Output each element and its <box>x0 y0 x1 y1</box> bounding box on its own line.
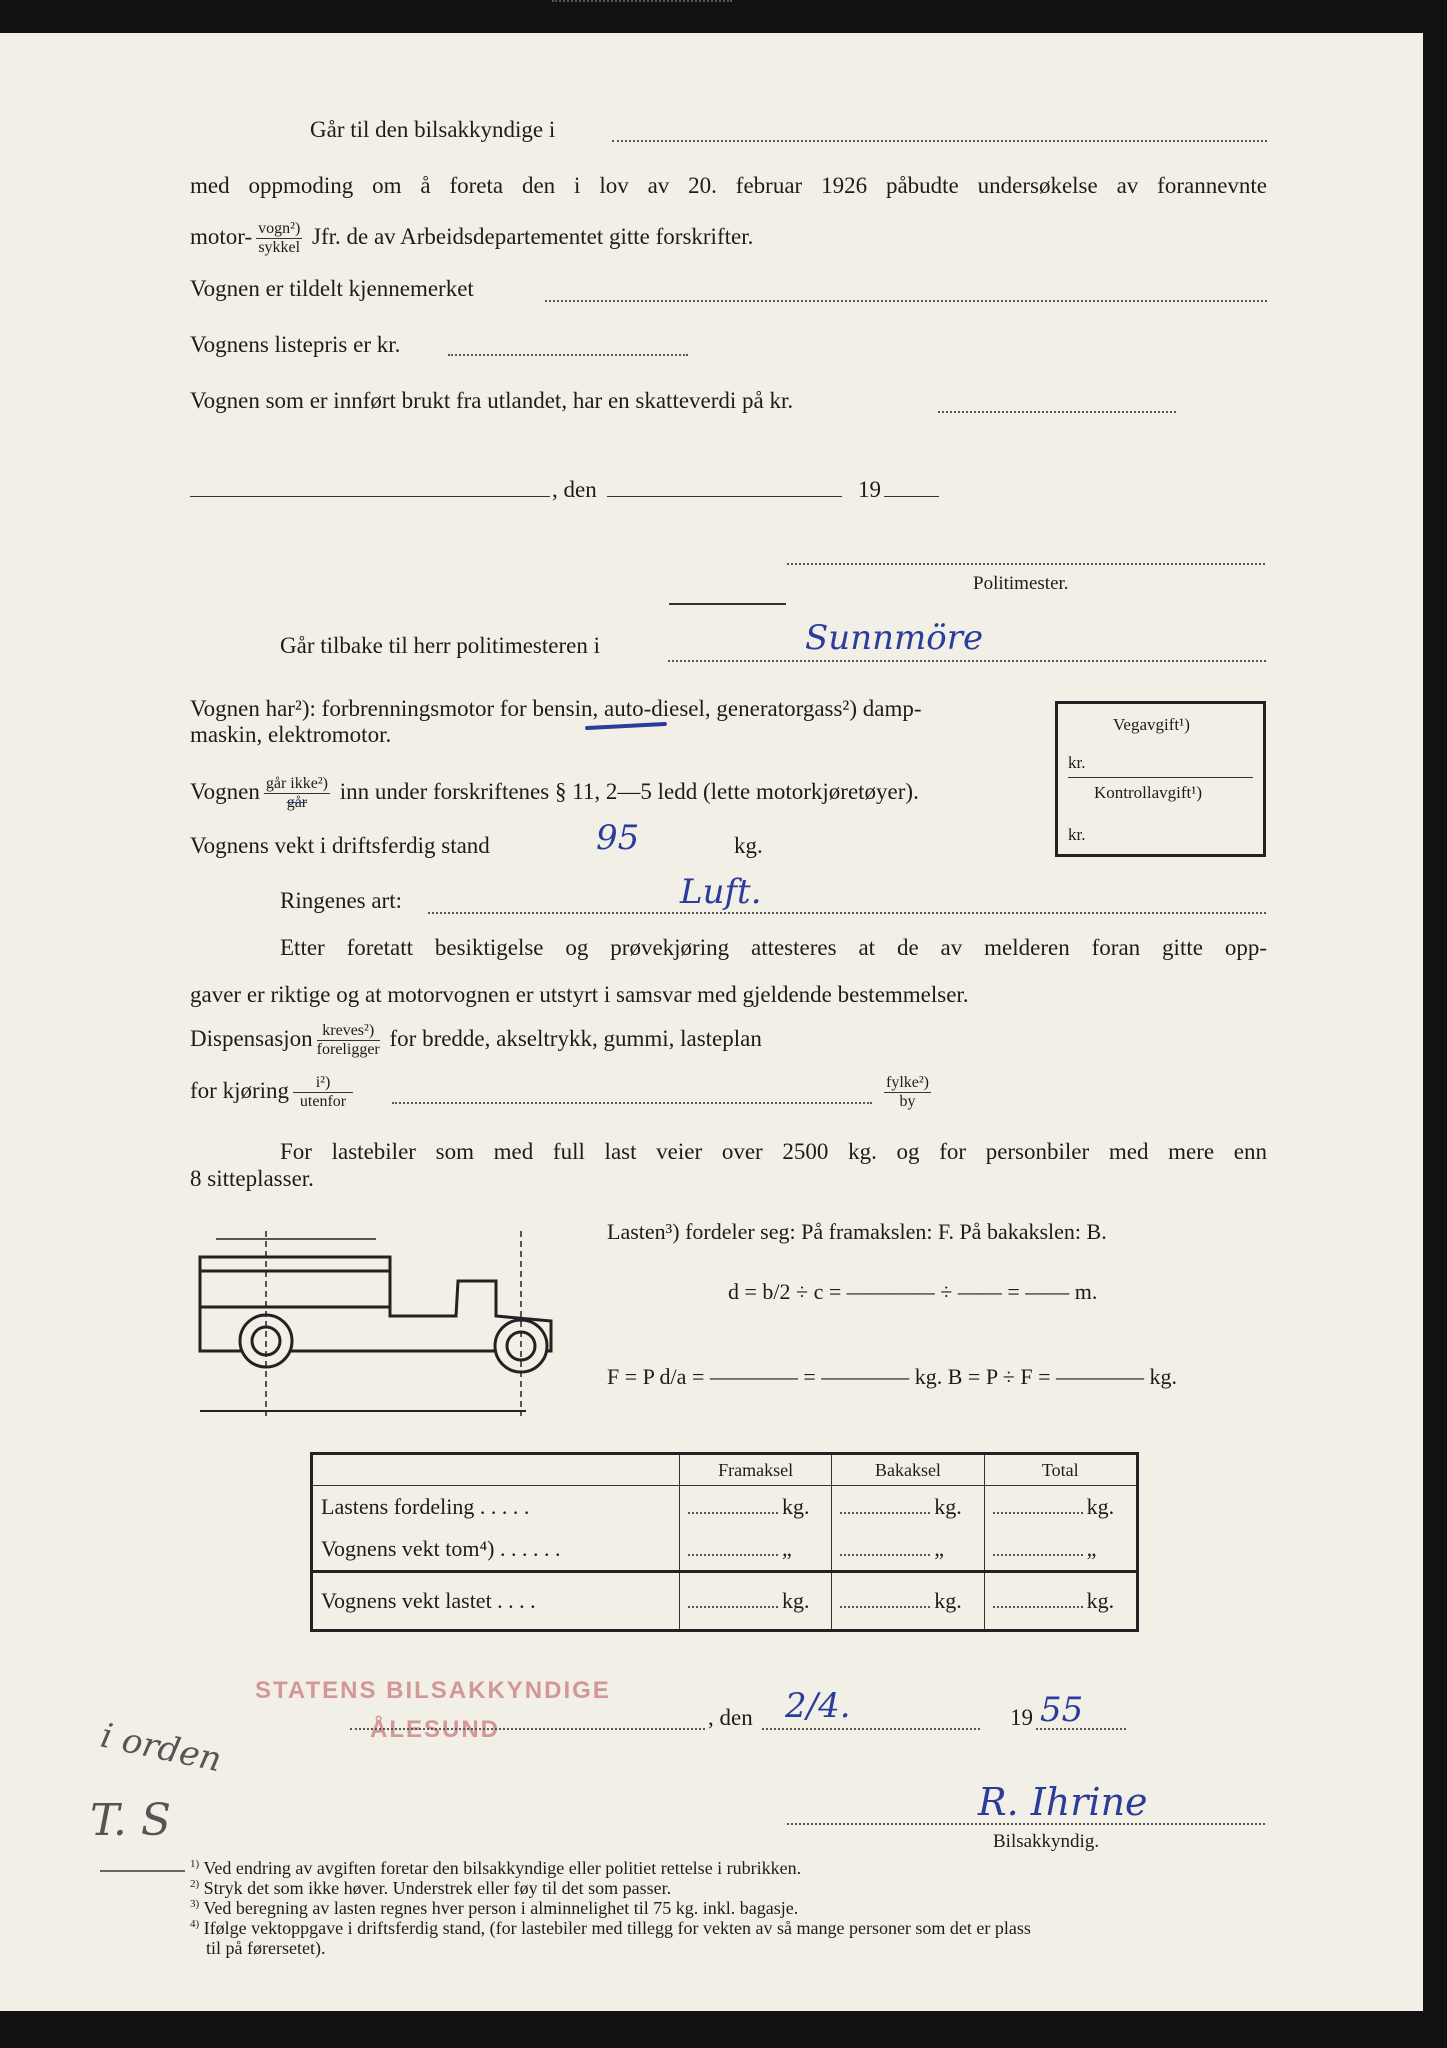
gaar-den: går <box>286 794 308 812</box>
vekt-label: Vognens vekt i driftsferdig stand <box>190 833 490 858</box>
kjennemerke-field <box>545 300 1267 302</box>
politimester-signature-field <box>787 563 1265 565</box>
bilsakkyndig-signature: R. Ihrine <box>978 1780 1148 1824</box>
motor-type-line1: Vognen har²): forbrenningsmotor for bensin, auto-diesel, generatorgass²) damp- <box>190 696 922 721</box>
vegavgift-kr: kr. <box>1068 753 1086 772</box>
table-row <box>312 1528 1138 1572</box>
footnote-1: $^{1)}$ Ved endring av avgiften foretar den bilsakkyndige eller politiet rettelse i rubrikken. <box>190 1858 802 1878</box>
disp-den: foreligger <box>316 1041 380 1059</box>
place-field <box>190 496 550 497</box>
footnote-2: $^{2)}$ Stryk det som ikke høver. Understrek eller føy til det som passer. <box>190 1878 672 1898</box>
footnote-4-cont: til på førersetet). <box>206 1938 326 1958</box>
motor-prefix: motor- <box>190 224 253 250</box>
tilbake-label: Går tilbake til herr politimesteren i <box>280 633 600 658</box>
place-signature-field <box>350 1728 705 1730</box>
cell: „ <box>832 1528 984 1572</box>
attest-line1: Etter foretatt besiktigelse og prøvekjøring attesteres at de av melderen foran gitte opp- <box>280 935 1267 960</box>
request-text: med oppmoding om å foreta den i lov av 20. februar 1926 påbudte undersøkelse av forannevnte <box>190 173 1267 198</box>
kjoring-num: i²) <box>293 1074 353 1093</box>
divider <box>669 603 786 605</box>
disp-prefix: Dispensasjon <box>190 1026 313 1052</box>
den-label: , den <box>552 477 597 502</box>
bilsakkyndig-label: Bilsakkyndig. <box>993 1831 1100 1852</box>
motor-den: sykkel <box>258 239 301 257</box>
fylke-fraction <box>884 1074 931 1112</box>
truck-diagram-icon <box>196 1221 562 1424</box>
motor-type-line2: maskin, elektromotor. <box>190 722 392 747</box>
motor-suffix: Jfr. de av Arbeidsdepartementet gitte forskrifter. <box>312 224 754 250</box>
vekt-field <box>552 0 732 2</box>
cell: kg. <box>984 1486 1137 1529</box>
pencil-stroke <box>100 1870 185 1872</box>
fylke-num: fylke²) <box>884 1074 931 1093</box>
vekt-unit: kg. <box>734 833 763 858</box>
kjoring-den: utenfor <box>299 1093 347 1111</box>
kontrollavgift-label: Kontrollavgift¹) <box>1094 783 1203 802</box>
kjoring-fraction <box>293 1074 353 1112</box>
fylke-frac-wrap <box>880 1074 935 1112</box>
politimester-label: Politimester. <box>973 573 1069 594</box>
dispensasjon-line <box>190 1022 762 1060</box>
lastebil-line2: 8 sitteplasser. <box>190 1166 314 1191</box>
disp-fraction <box>317 1022 380 1060</box>
line1-label: Går til den bilsakkyndige i <box>310 117 556 142</box>
ringer-label: Ringenes art: <box>280 888 402 913</box>
tilbake-field <box>668 660 1266 662</box>
sig-date-value: 2/4. <box>785 1686 851 1726</box>
sig-date-field <box>762 1728 980 1730</box>
cell: kg. <box>680 1572 832 1631</box>
gaar-num: går ikke²) <box>264 775 330 794</box>
table-row <box>312 1572 1138 1631</box>
stamp-line1: STATENS BILSAKKYNDIGE <box>255 1677 611 1704</box>
header-framaksel: Framaksel <box>680 1454 832 1486</box>
attest-line2: gaver er riktige og at motorvognen er utstyrt i samsvar med gjeldende bestemmelser. <box>190 982 969 1007</box>
sig-year-prefix: 19 <box>1010 1705 1033 1730</box>
gaar-prefix: Vognen <box>190 779 260 805</box>
row-label: Vognens vekt tom⁴) . . . . . . <box>321 1536 561 1561</box>
avgift-box <box>1055 701 1266 857</box>
formula-f: F = P d/a = ———— = ———— kg. B = P ÷ F = ———— kg. <box>607 1364 1177 1389</box>
table-row <box>312 1486 1138 1529</box>
footnote-4: $^{4)}$ Ifølge vektoppgave i driftsferdig stand, (for lastebiler med tillegg for vekten av så mange personer som det er plass <box>190 1918 1031 1938</box>
bilsakkyndige-field <box>612 140 1267 142</box>
motor-fraction <box>256 220 302 258</box>
cell: kg. <box>832 1486 984 1529</box>
year-field <box>884 496 939 497</box>
cell: kg. <box>984 1572 1137 1631</box>
ringer-value: Luft. <box>680 872 762 912</box>
listepris-label: Vognens listepris er kr. <box>190 332 401 357</box>
date-field <box>607 496 842 497</box>
row-label: Vognens vekt lastet . . . . <box>321 1588 536 1613</box>
margin-note-1: i orden <box>97 1715 226 1781</box>
kjennemerke-label: Vognen er tildelt kjennemerket <box>190 276 474 301</box>
vekt-value: 95 <box>596 818 640 858</box>
cell: kg. <box>680 1486 832 1529</box>
kontrollavgift-kr: kr. <box>1068 825 1086 844</box>
disp-num: kreves²) <box>317 1022 380 1041</box>
vegavgift-label: Vegavgift¹) <box>1113 715 1190 734</box>
row-label: Lastens fordeling . . . . . <box>321 1494 530 1519</box>
sig-year-value: 55 <box>1040 1690 1084 1730</box>
year-prefix: 19 <box>858 477 881 502</box>
cell: „ <box>984 1528 1137 1572</box>
motor-line <box>190 220 753 258</box>
motor-num: vogn²) <box>256 220 302 239</box>
cell: „ <box>680 1528 832 1572</box>
header-bakaksel: Bakaksel <box>832 1454 984 1486</box>
skatteverdi-label: Vognen som er innført brukt fra utlandet, har en skatteverdi på kr. <box>190 388 794 413</box>
table-header <box>312 1454 1138 1486</box>
load-table <box>310 1452 1139 1632</box>
skatteverdi-field <box>938 411 1176 413</box>
gaar-fraction <box>264 775 330 813</box>
footnote-3: $^{3)}$ Ved beregning av lasten regnes hver person i alminnelighet til 75 kg. inkl. bagasje. <box>190 1898 799 1918</box>
sig-den-label: , den <box>708 1705 753 1730</box>
stamp-line2: ÅLESUND <box>370 1716 501 1743</box>
lasten-line: Lasten³) fordeler seg: På framakslen: F. På bakakslen: B. <box>607 1219 1107 1244</box>
gaar-suffix: inn under forskriftenes § 11, 2—5 ledd (lette motorkjøretøyer). <box>339 779 919 805</box>
tilbake-value: Sunnmöre <box>805 618 984 658</box>
disp-suffix: for bredde, akseltrykk, gummi, lasteplan <box>389 1026 762 1052</box>
formula-d: d = b/2 ÷ c = ———— ÷ —— = —— m. <box>728 1279 1098 1304</box>
listepris-field <box>448 354 688 356</box>
gaar-line <box>190 775 919 813</box>
cell: kg. <box>832 1572 984 1631</box>
header-total: Total <box>984 1454 1137 1486</box>
margin-note-2: T. S <box>90 1795 171 1846</box>
kjoring-line <box>190 1074 357 1112</box>
fylke-den: by <box>899 1093 916 1111</box>
box-divider <box>1068 777 1253 778</box>
ringer-field <box>428 912 1266 914</box>
kjoring-field <box>392 1102 872 1104</box>
header-blank <box>312 1454 680 1486</box>
kjoring-prefix: for kjøring <box>190 1078 290 1104</box>
lastebil-line1: For lastebiler som med full last veier over 2500 kg. og for personbiler med mere enn <box>280 1139 1267 1164</box>
